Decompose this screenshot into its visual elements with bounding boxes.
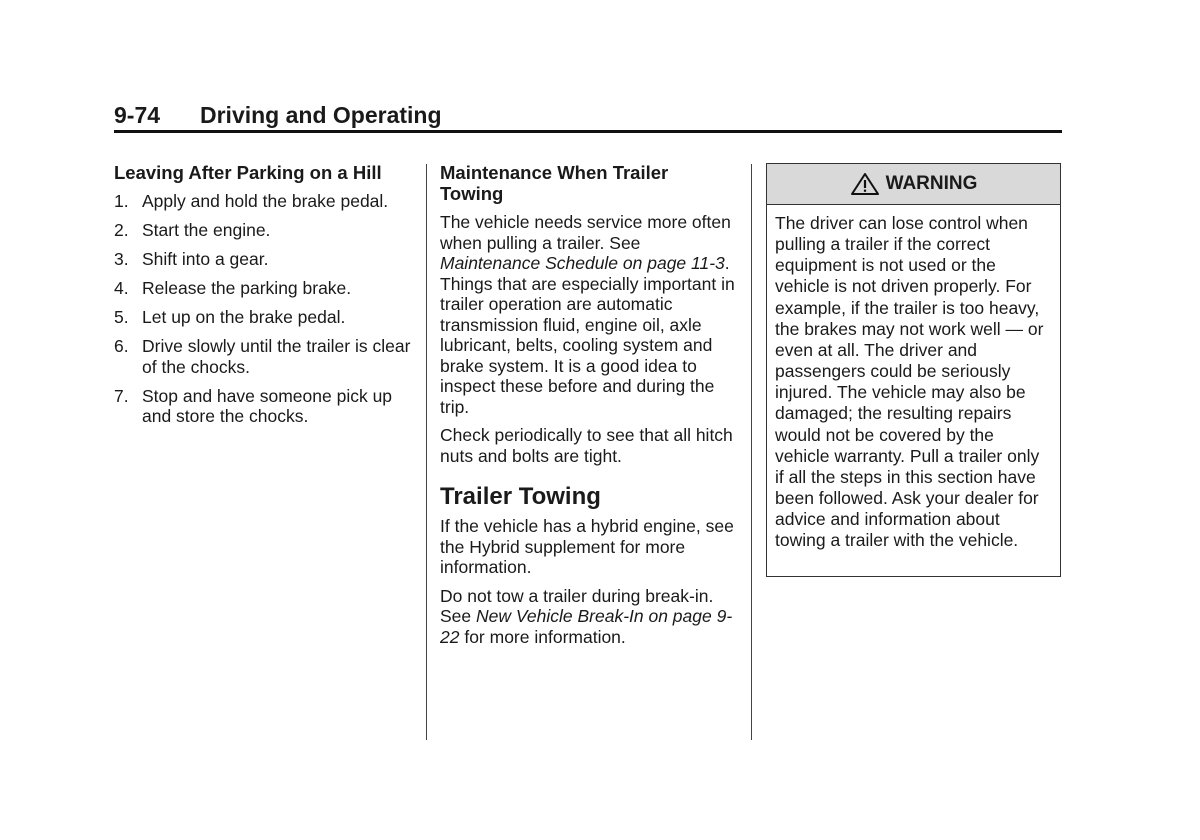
column-middle: [440, 162, 736, 655]
page-header: [114, 100, 1062, 133]
step-text: Start the engine.: [142, 220, 271, 240]
steps-list: [114, 191, 414, 427]
cross-reference-link[interactable]: New Vehicle Break-In on page 9-22: [440, 606, 733, 647]
step-number: 6.: [114, 336, 129, 356]
cross-reference-link[interactable]: Maintenance Schedule on page 11-3: [440, 253, 725, 273]
column-divider-left: [426, 164, 427, 740]
paragraph-maintenance: [440, 212, 736, 417]
list-item: [114, 249, 414, 270]
list-item: [114, 307, 414, 328]
list-item: [114, 386, 414, 427]
subheading-leaving-after-parking: Leaving After Parking on a Hill: [114, 162, 382, 183]
list-item: [114, 336, 414, 377]
step-number: 7.: [114, 385, 129, 406]
column-left: [114, 162, 414, 435]
list-item: [114, 220, 414, 241]
warning-body: The driver can lose control when pulling a trailer if the correct equipment is not used or the vehicle is not driven properly. For example, if the trailer is too heavy, the brakes may not work well — or even at all. The driver and passengers could be seriously injured. The vehicle may also be damaged; the resulting repairs would not be covered by the vehicle warranty. Pull a trailer only if all the steps in this section have been followed. Ask your dealer for advice and information about towing a trailer with the vehicle.: [775, 213, 1044, 551]
page-number: 9-74: [114, 102, 161, 128]
paragraph-text: for more information.: [459, 626, 626, 647]
step-number: 4.: [114, 278, 129, 298]
paragraph-text: The vehicle needs service more often when pulling a trailer. See: [440, 212, 731, 253]
section-title: Driving and Operating: [200, 102, 442, 128]
warning-triangle-icon: [850, 172, 880, 196]
warning-box: [766, 163, 1061, 577]
warning-header: [767, 164, 1060, 205]
paragraph-text: Do not tow a trailer during break-in. See: [440, 585, 714, 626]
step-text: Drive slowly until the trailer is clear of the chocks.: [142, 336, 411, 377]
paragraph-break-in: [440, 586, 736, 648]
step-number: 3.: [114, 249, 129, 269]
step-text: Stop and have someone pick up and store the chocks.: [142, 385, 393, 426]
step-text: Shift into a gear.: [142, 249, 269, 269]
paragraph-check-hitch: Check periodically to see that all hitch nuts and bolts are tight.: [440, 425, 733, 466]
step-number: 1.: [114, 191, 129, 211]
step-text: Apply and hold the brake pedal.: [142, 191, 389, 211]
section-heading-trailer-towing: Trailer Towing: [440, 483, 601, 510]
paragraph-text: . Things that are especially important in trailer operation are automatic transmission fluid, engine oil, axle lubricant, belts, cooling system and brake system. It is a good idea to inspect these before and during the trip.: [440, 253, 735, 417]
step-text: Let up on the brake pedal.: [142, 307, 346, 327]
warning-title: WARNING: [885, 173, 978, 194]
subheading-maintenance: Maintenance When Trailer Towing: [440, 162, 669, 204]
step-text: Release the parking brake.: [142, 278, 352, 298]
paragraph-hybrid: If the vehicle has a hybrid engine, see the Hybrid supplement for more information.: [440, 516, 734, 577]
step-number: 2.: [114, 220, 129, 240]
column-divider-right: [751, 164, 752, 740]
list-item: [114, 191, 414, 212]
step-number: 5.: [114, 307, 129, 327]
list-item: [114, 278, 414, 299]
